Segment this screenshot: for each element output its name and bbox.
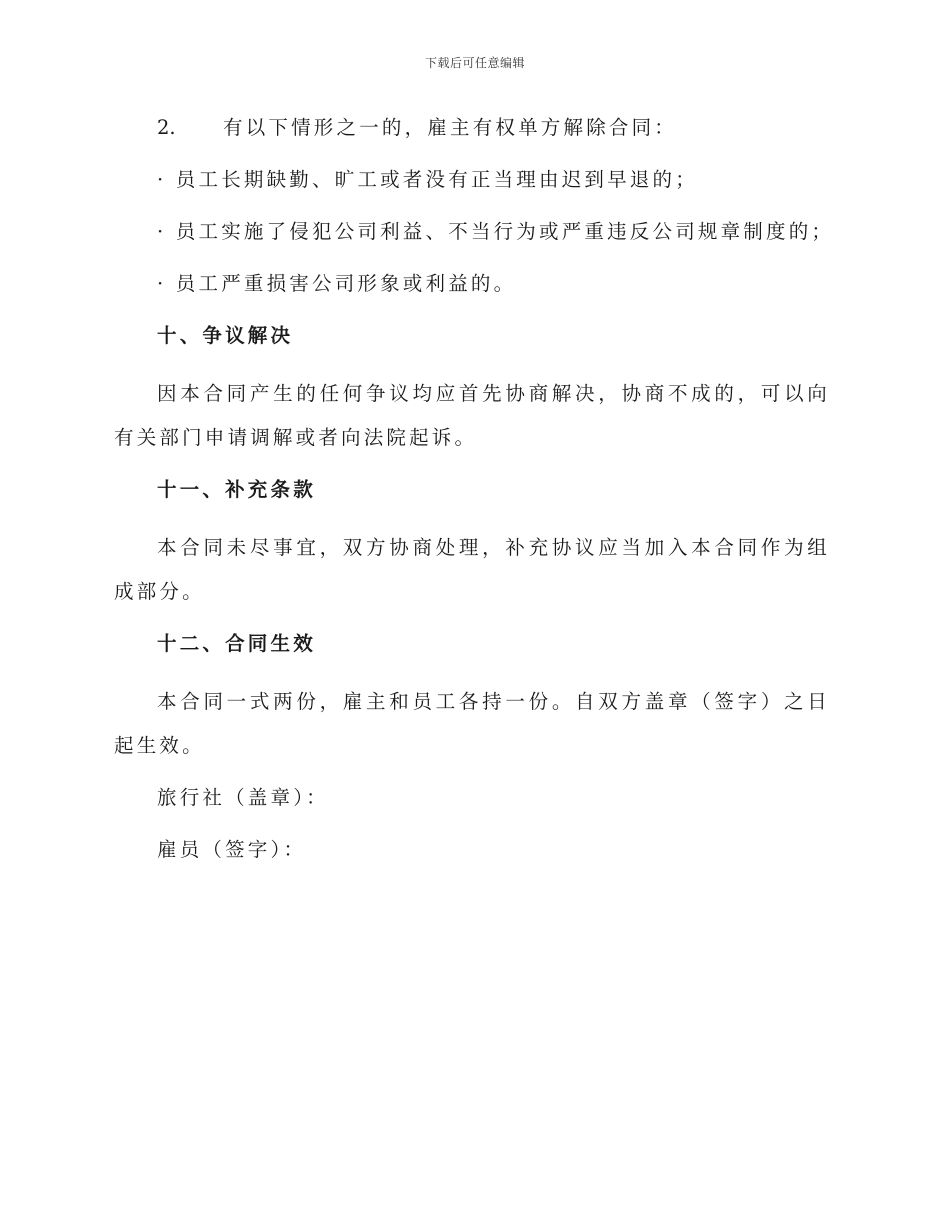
clause-2-number: 2.: [157, 116, 176, 139]
section-10-body: 因本合同产生的任何争议均应首先协商解决，协商不成的，可以向有关部门申请调解或者向法院起诉。: [114, 382, 830, 449]
document-body: [114, 112, 835, 886]
section-12-title: 十二、合同生效: [157, 632, 316, 655]
bullet-absence: · 员工长期缺勤、旷工或者没有正当理由迟到早退的；: [157, 168, 698, 191]
clause-2-text: 有以下情形之一的，雇主有权单方解除合同：: [223, 116, 678, 139]
section-10-title: 十、争议解决: [157, 324, 294, 347]
section-12-body: 本合同一式两份，雇主和员工各持一份。自双方盖章（签字）之日起生效。: [114, 690, 830, 757]
employee-signature-line: 雇员（签字）：: [157, 838, 307, 861]
bullet-damage: · 员工严重损害公司形象或利益的。: [157, 272, 517, 295]
section-11-body: 本合同未尽事宜，双方协商处理，补充协议应当加入本合同作为组成部分。: [114, 536, 830, 603]
section-11-title: 十一、补充条款: [157, 478, 316, 501]
header-note: 下载后可任意编辑: [424, 56, 525, 70]
clause-2: [114, 112, 830, 143]
bullet-misconduct: · 员工实施了侵犯公司利益、不当行为或严重违反公司规章制度的；: [157, 220, 835, 243]
agency-signature-line: 旅行社（盖章）：: [157, 786, 329, 809]
